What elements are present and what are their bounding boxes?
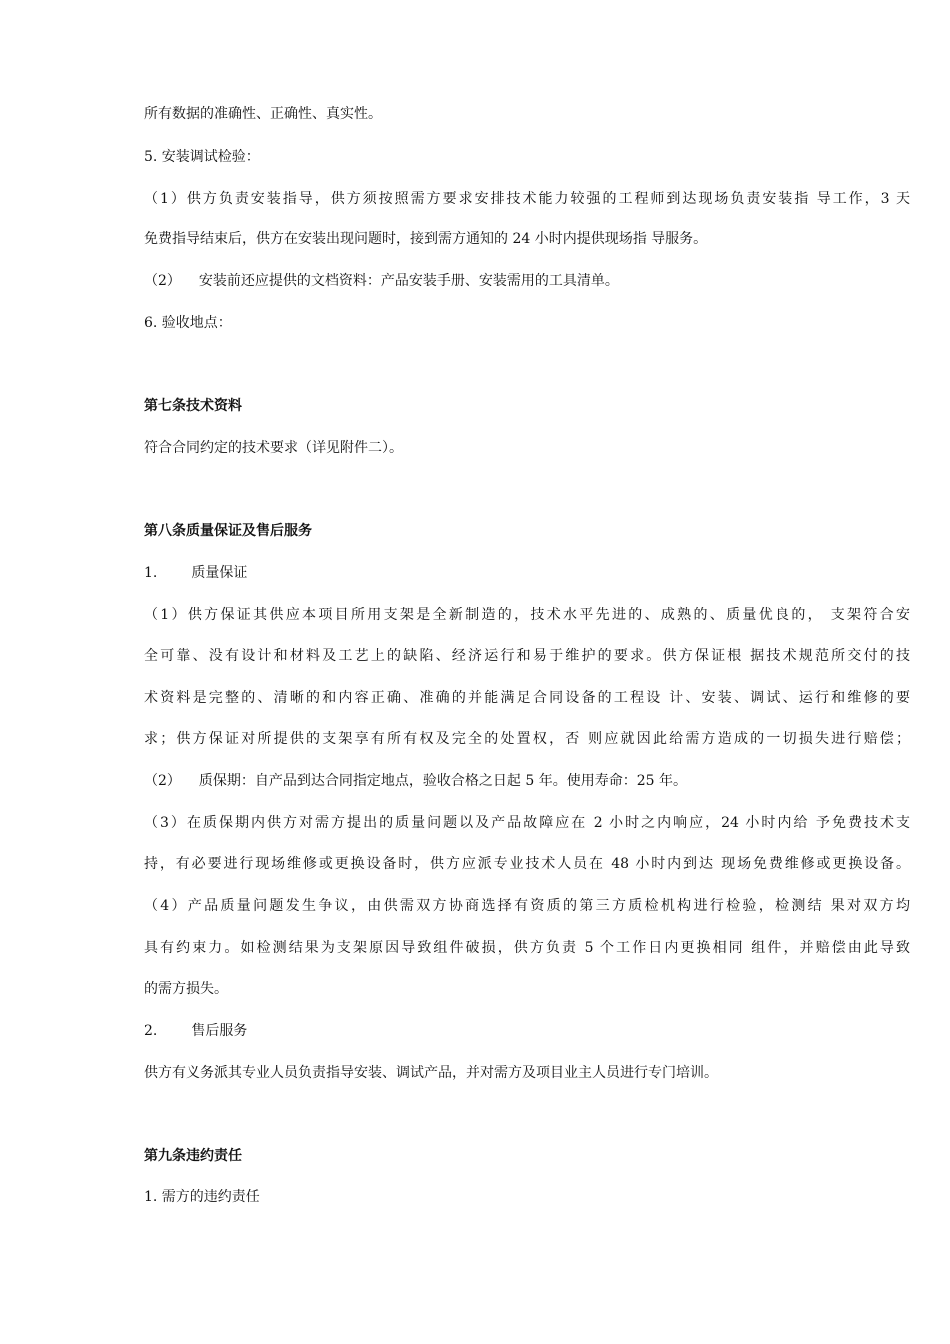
paragraph-line: 术资料是完整的、清晰的和内容正确、准确的并能满足合同设备的工程设 计、安装、调试、运行和维修的要 xyxy=(144,690,910,706)
subsection-heading xyxy=(144,1022,910,1040)
paragraph-line: 求；供方保证对所提供的支架享有所有权及完全的处置权，否 则应就因此给需方造成的一切损失进行赔偿； xyxy=(144,731,910,747)
item-text: 质量保证 xyxy=(191,565,248,581)
paragraph-line: 具有约束力。如检测结果为支架原因导致组件破损，供方负责 5 个工作日内更换相同 组件，并赔偿由此导致 xyxy=(144,940,910,956)
subsection-heading xyxy=(144,564,910,582)
section-item-5: 5. 安装调试检验： xyxy=(144,149,260,165)
paragraph-line: 供方有义务派其专业人员负责指导安装、调试产品，并对需方及项目业主人员进行专门培训。 xyxy=(144,1065,718,1081)
article-9-heading: 第九条违约责任 xyxy=(144,1148,242,1164)
item-text: 质保期：自产品到达合同指定地点，验收合格之日起 5 年。使用寿命：25 年。 xyxy=(198,773,687,789)
item-number: （2） xyxy=(144,273,181,289)
article-8-heading: 第八条质量保证及售后服务 xyxy=(144,523,312,539)
section-item-6: 6. 验收地点： xyxy=(144,315,232,331)
paragraph-line: 所有数据的准确性、正确性、真实性。 xyxy=(144,106,382,122)
paragraph-line: （1）供方保证其供应本项目所用支架是全新制造的，技术水平先进的、成熟的、质量优良的， 支架符合安 xyxy=(144,607,910,623)
subsection-heading: 1. 需方的违约责任 xyxy=(144,1189,260,1205)
paragraph-line: （4）产品质量问题发生争议，由供需双方协商选择有资质的第三方质检机构进行检验，检测结 果对双方均 xyxy=(144,898,910,914)
paragraph-line: 免费指导结束后，供方在安装出现问题时，接到需方通知的 24 小时内提供现场指 导服务。 xyxy=(144,231,708,247)
paragraph-line: 符合合同约定的技术要求（详见附件二）。 xyxy=(144,440,403,456)
item-number: （2） xyxy=(144,773,181,789)
item-text: 安装前还应提供的文档资料：产品安装手册、安装需用的工具清单。 xyxy=(198,273,619,289)
paragraph-line: （3）在质保期内供方对需方提出的质量问题以及产品故障应在 2 小时之内响应，24 小时内给 予免费技术支 xyxy=(144,815,910,831)
paragraph-line xyxy=(144,272,910,290)
article-7-heading: 第七条技术资料 xyxy=(144,398,242,414)
paragraph-line: 全可靠、没有设计和材料及工艺上的缺陷、经济运行和易于维护的要求。供方保证根 据技术规范所交付的技 xyxy=(144,648,910,664)
item-number: 1. xyxy=(144,565,158,581)
item-number: 2. xyxy=(144,1023,158,1039)
paragraph-line: 持，有必要进行现场维修或更换设备时，供方应派专业技术人员在 48 小时内到达 现场免费维修或更换设备。 xyxy=(144,856,910,872)
paragraph-line xyxy=(144,772,910,790)
paragraph-line: （1）供方负责安装指导，供方须按照需方要求安排技术能力较强的工程师到达现场负责安装指 导工作，3 天 xyxy=(144,191,910,207)
item-text: 售后服务 xyxy=(191,1023,248,1039)
paragraph-line: 的需方损失。 xyxy=(144,981,228,997)
